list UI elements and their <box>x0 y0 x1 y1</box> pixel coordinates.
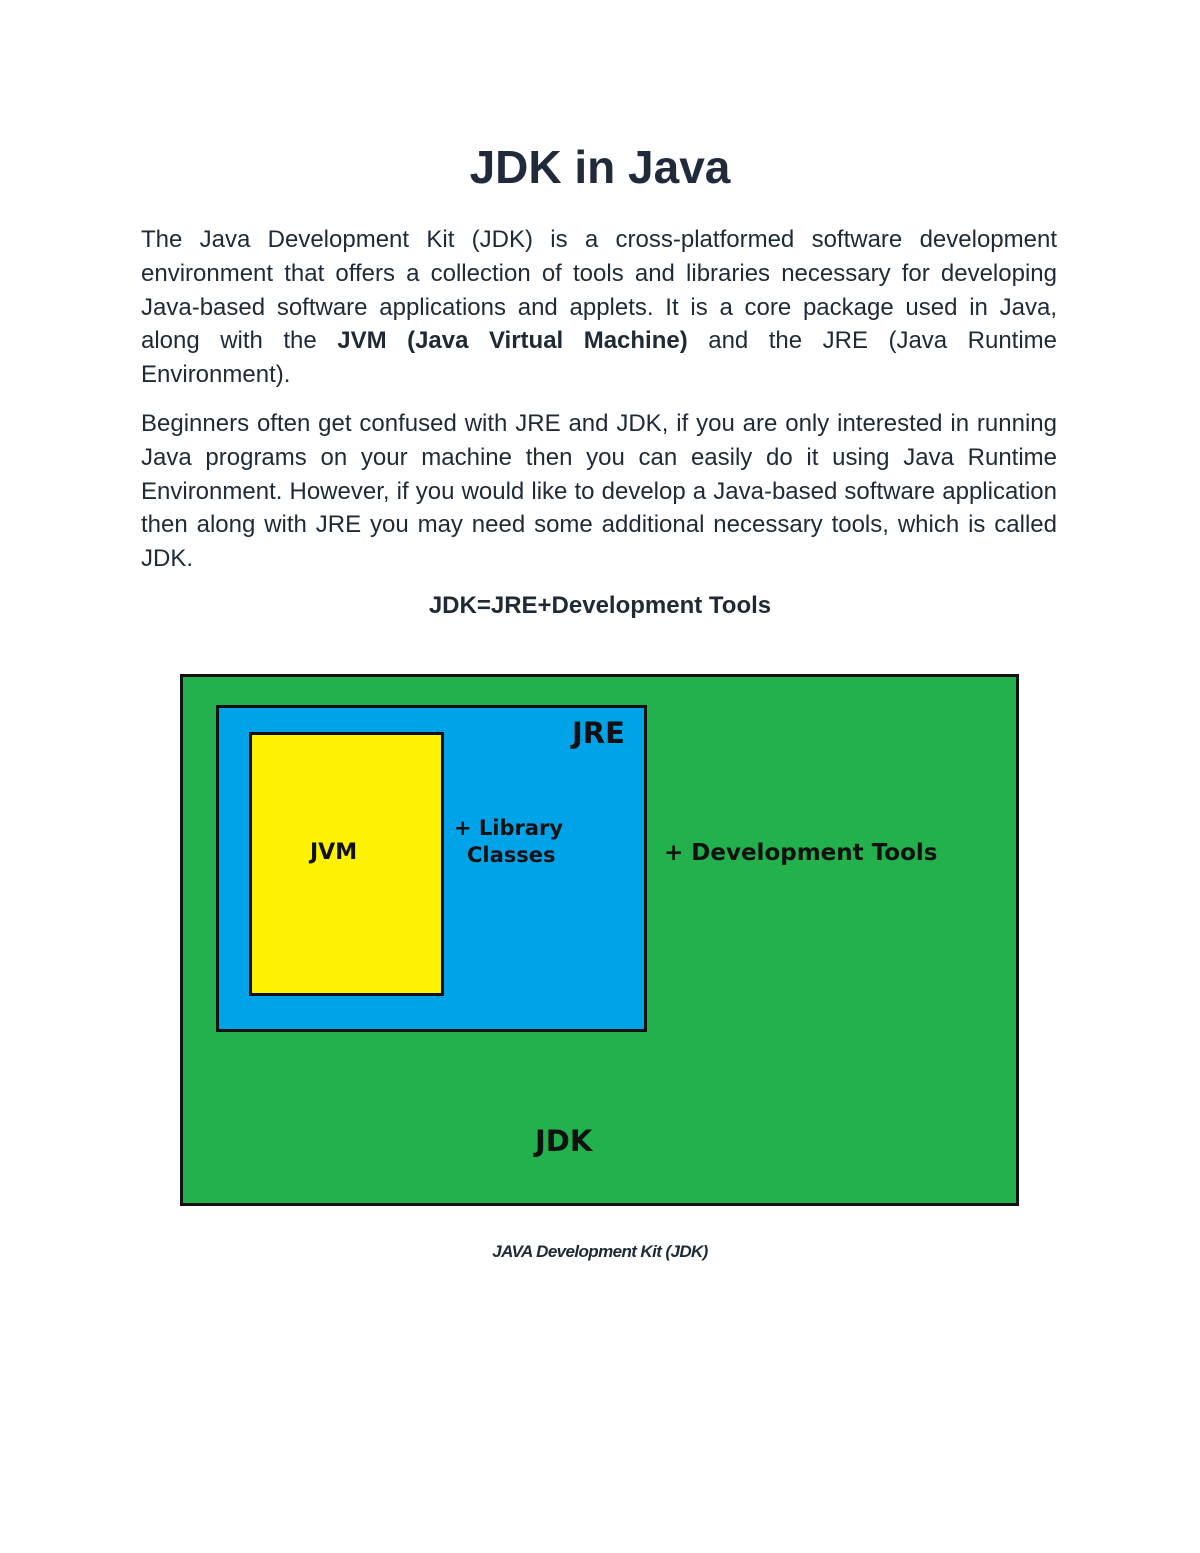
beginners-paragraph: Beginners often get confused with JRE and JDK, if you are only interested in running Java programs on your machine then you can easily do it using Java Runtime Environment. However, if you would like to develop a Java-based software application then along with JRE you may need some additional necessary tools, which is called JDK. <box>141 410 1057 573</box>
library-classes-label <box>454 815 563 869</box>
library-line-1: + Library <box>454 816 564 840</box>
library-line-2: Classes <box>467 843 556 867</box>
intro-paragraph <box>141 223 1057 392</box>
jvm-label: JVM <box>310 840 358 865</box>
development-tools-label: + Development Tools <box>664 840 938 866</box>
jdk-formula: JDK=JRE+Development Tools <box>428 592 772 619</box>
intro-text-end: and the JRE (Java Runtime Environment). <box>141 327 1058 389</box>
jdk-label: JDK <box>535 1124 593 1158</box>
intro-text-start: The Java Development Kit (JDK) is a cross-platformed software development environment that offers a collection of tools and libraries necessary for developing Java-based software applications and applets. It is a core package used in Java, along with the <box>141 226 1057 355</box>
jre-label: JRE <box>572 716 625 750</box>
figure-caption: JAVA Development Kit (JDK) <box>492 1242 708 1261</box>
page-title: JDK in Java <box>469 141 731 193</box>
jvm-emphasis: JVM (Java Virtual Machine) <box>337 327 688 355</box>
